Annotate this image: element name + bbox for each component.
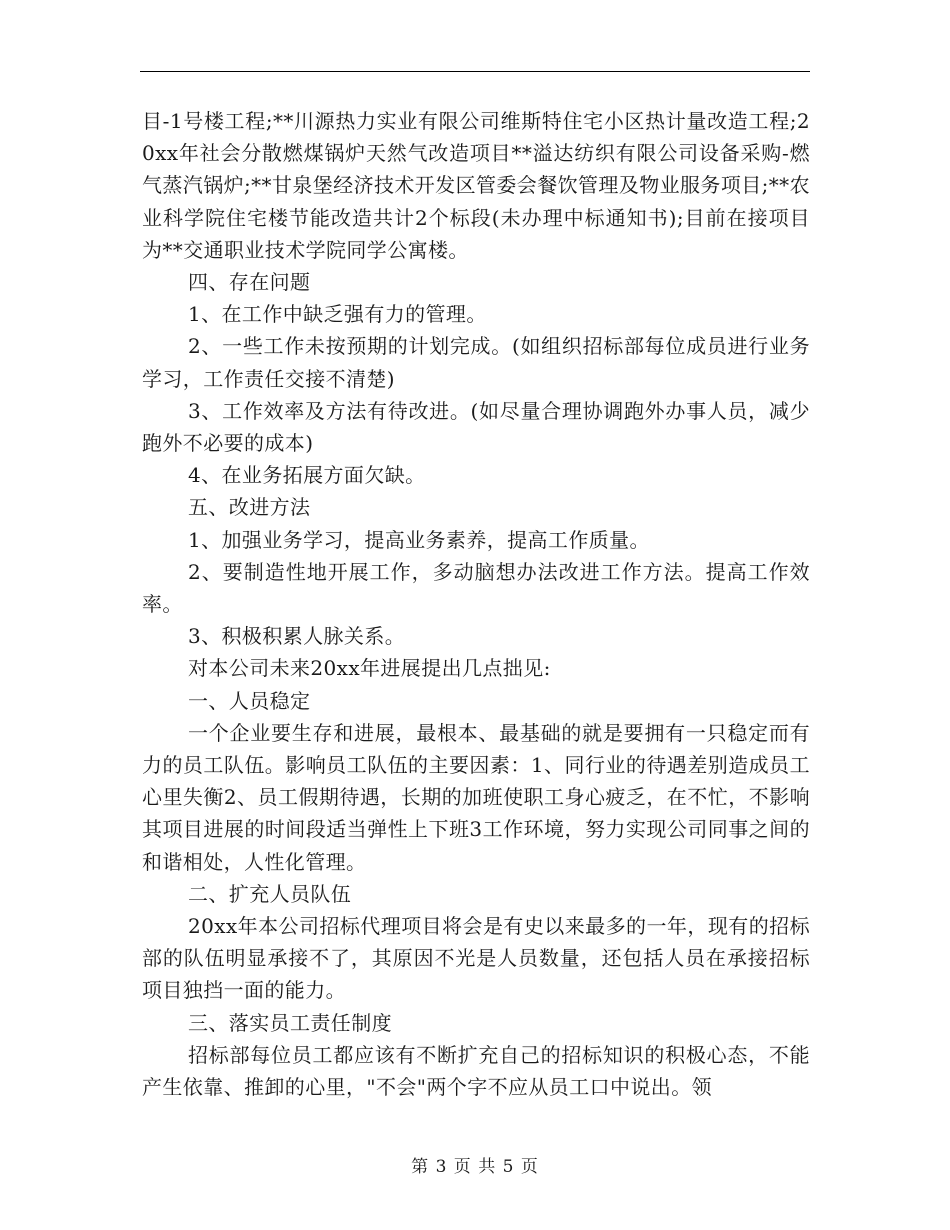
paragraph-intro: 对本公司未来20xx年进展提出几点拙见: [188,656,551,681]
list-item: 1、加强业务学习，提高业务素养，提高工作质量。 [188,527,650,552]
list-item: 2、要制造性地开展工作，多动脑想办法改进工作方法。提高工作效率。 [142,559,810,617]
page-number-footer: 第 3 页 共 5 页 [411,1157,539,1177]
list-item: 4、在业务拓展方面欠缺。 [188,463,426,488]
list-item: 1、在工作中缺乏强有力的管理。 [188,302,487,327]
section-heading-responsibility: 三、落实员工责任制度 [188,1010,392,1035]
list-item: 2、一些工作未按预期的计划完成。(如组织招标部每位成员进行业务学习，工作责任交接不清楚) [142,334,810,391]
paragraph: 一个企业要生存和进展，最根本、最基础的就是要拥有一只稳定而有力的员工队伍。影响员工队伍的主要因素：1、同行业的待遇差别造成员工心里失衡2、员工假期待遇，长期的加班使职工身心疲乏，在不忙，不影响其项目进展的时间段适当弹性上下班3工作环境，努力实现公司同事之间的和谐相处，人性化管理。 [142,720,810,874]
section-heading-improvements: 五、改进方法 [188,495,311,520]
section-heading-staff-stability: 一、人员稳定 [188,688,311,713]
document-body [142,105,810,1103]
header-rule [140,71,810,72]
section-heading-expand-team: 二、扩充人员队伍 [188,881,352,906]
paragraph: 20xx年本公司招标代理项目将会是有史以来最多的一年，现有的招标部的队伍明显承接不了，其原因不光是人员数量，还包括人员在承接招标项目独挡一面的能力。 [142,914,810,1003]
list-item: 3、积极积累人脉关系。 [188,624,406,649]
paragraph-continuation: 目-1号楼工程;**川源热力实业有限公司维斯特住宅小区热计量改造工程;20xx年社会分散燃煤锅炉天然气改造项目**溢达纺织有限公司设备采购-燃气蒸汽锅炉;**甘泉堡经济技术开发区管委会餐饮管理及物业服务项目;**农业科学院住宅楼节能改造共计2个标段(未办理中标通知书);目前在接项目为**交通职业技术学院同学公寓楼。 [142,109,810,262]
paragraph: 招标部每位员工都应该有不断扩充自己的招标知识的积极心态，不能产生依靠、推卸的心里，"不会"两个字不应从员工口中说出。领 [142,1042,810,1100]
list-item: 3、工作效率及方法有待改进。(如尽量合理协调跑外办事人员，减少跑外不必要的成本) [142,398,810,456]
section-heading-problems: 四、存在问题 [188,270,311,295]
